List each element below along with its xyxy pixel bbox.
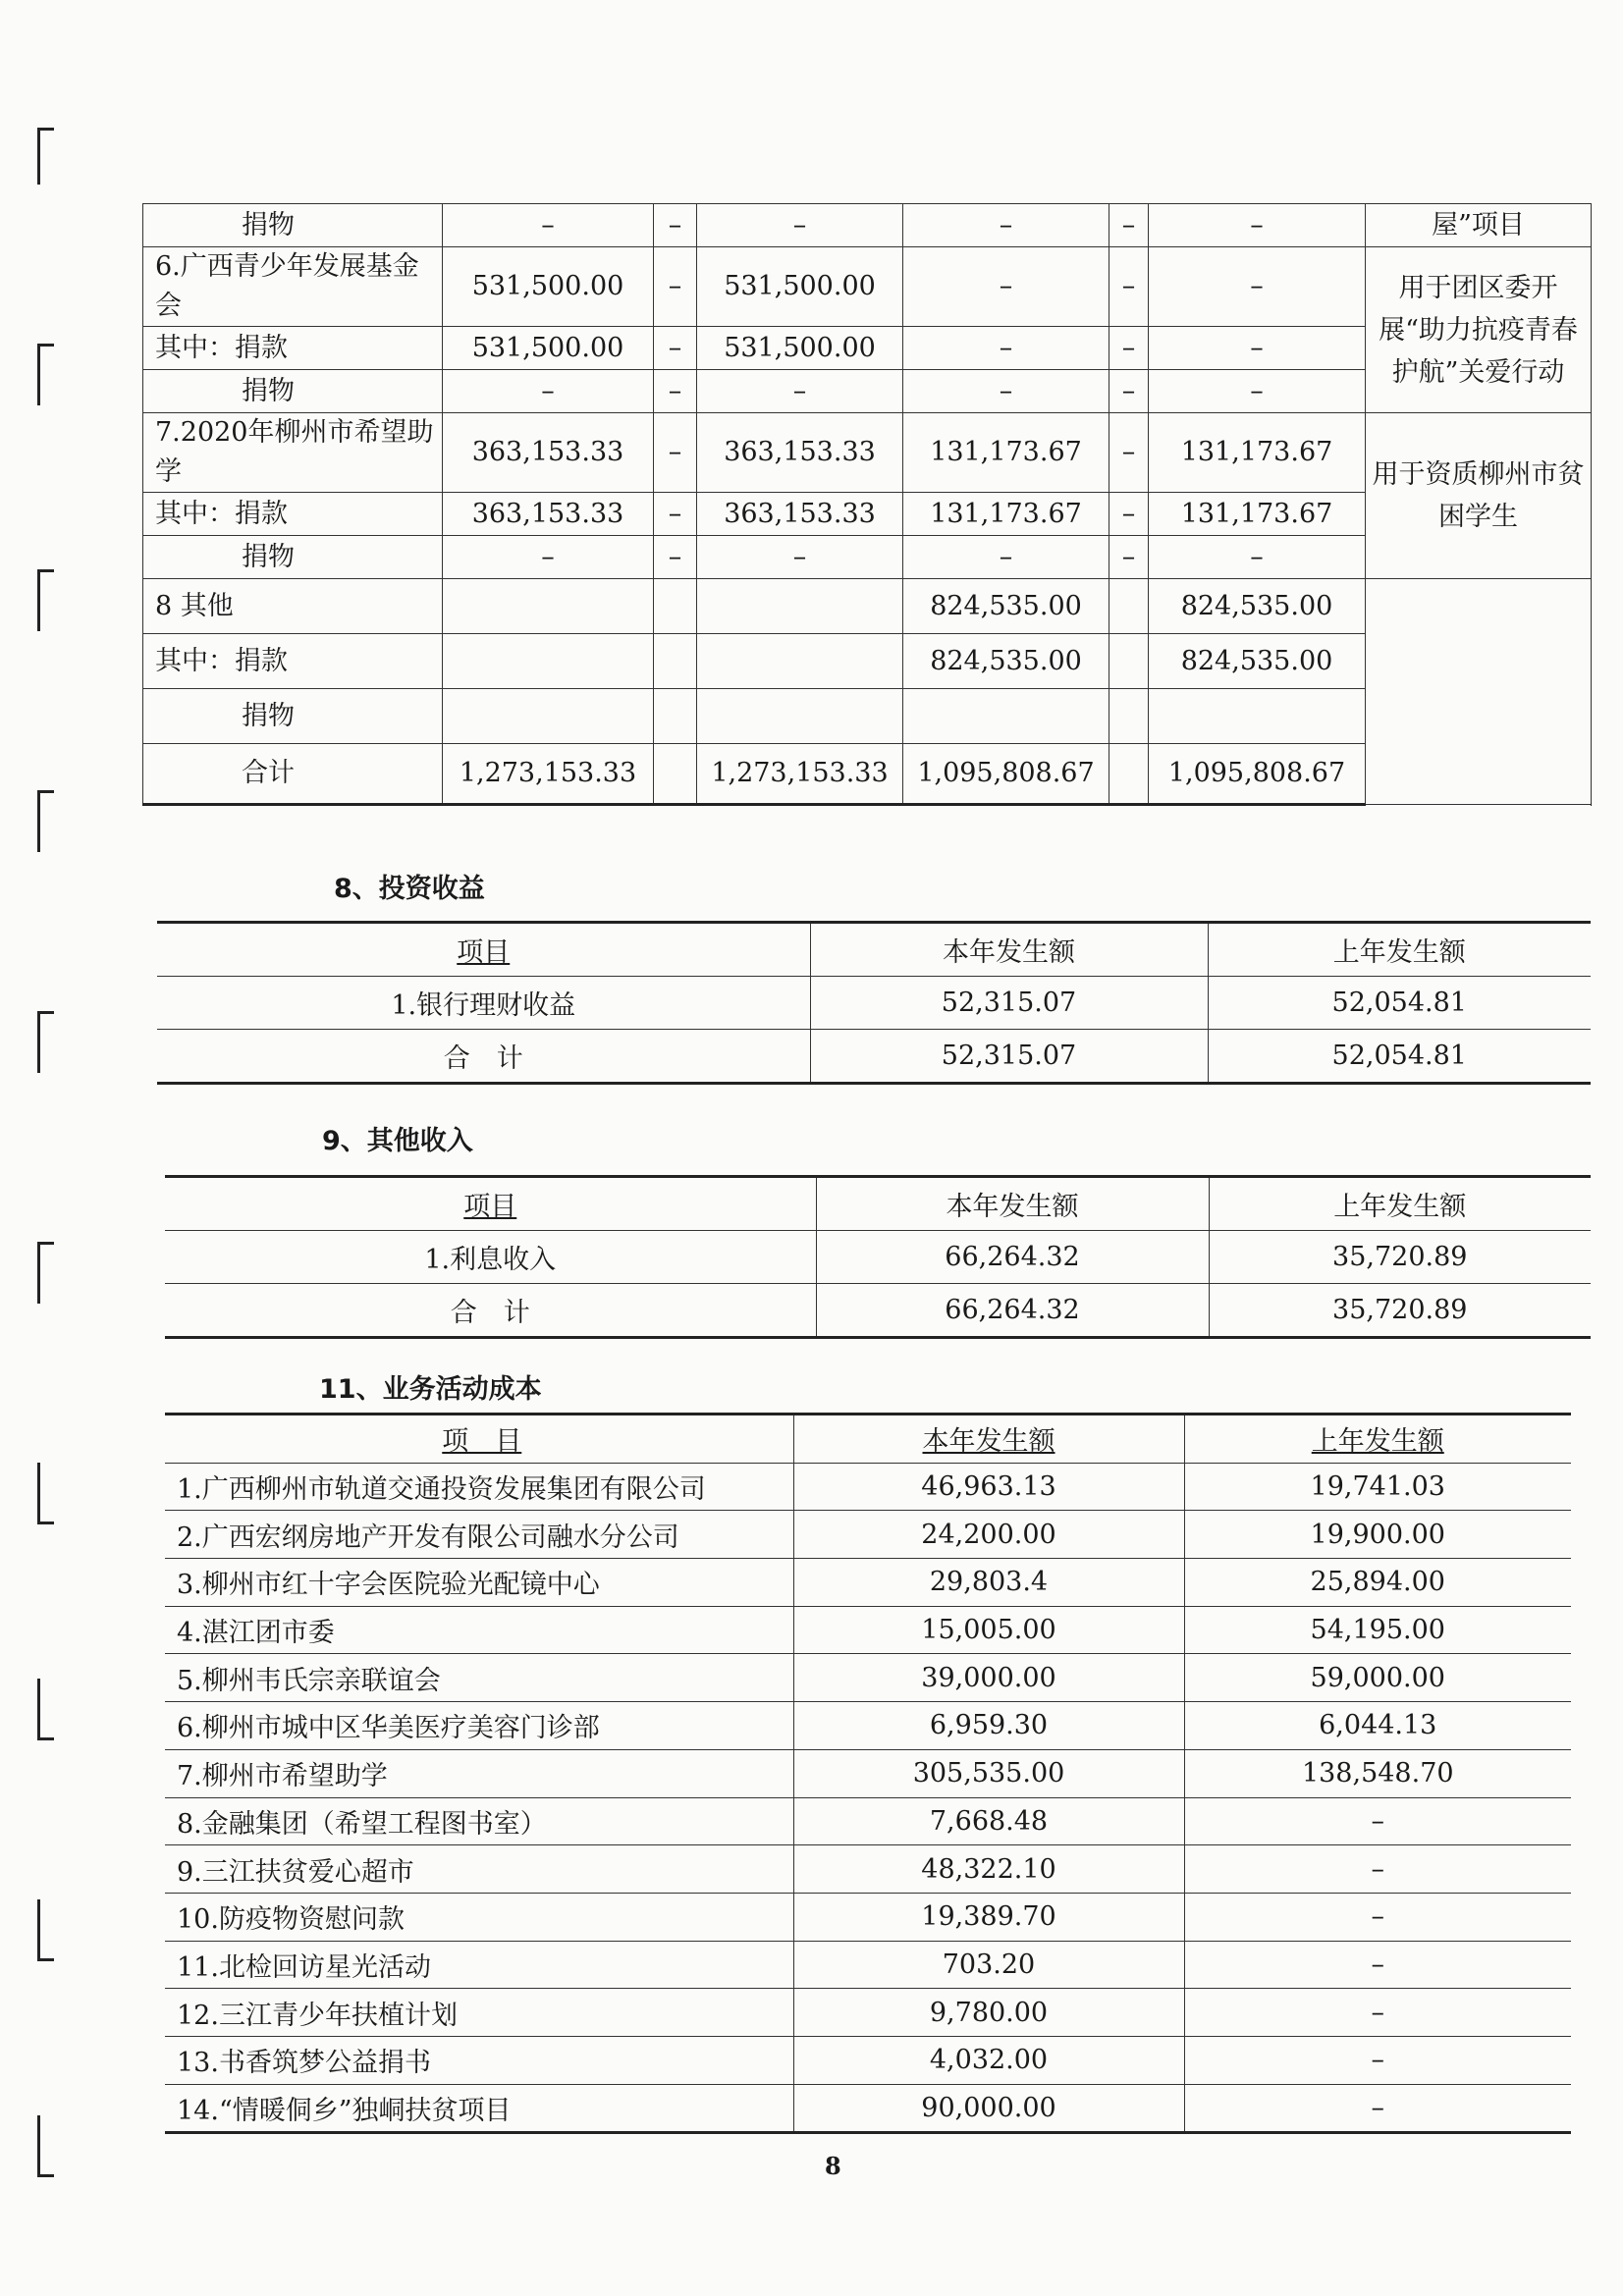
table-row [165, 1463, 1571, 1511]
binder-mark [37, 128, 54, 185]
row-label: 捐物 [143, 536, 443, 579]
binder-mark [37, 569, 54, 631]
cell-value [443, 689, 654, 744]
cell-value: – [654, 204, 697, 247]
cell-value: 66,264.32 [816, 1231, 1209, 1284]
cell-value: 1.银行理财收益 [157, 977, 810, 1030]
cell-value: – [1149, 536, 1366, 579]
cell-value: – [654, 370, 697, 413]
cell-value: 15,005.00 [793, 1606, 1184, 1654]
table-row [165, 1797, 1571, 1845]
cell-value: 54,195.00 [1184, 1606, 1571, 1654]
cell-value: 363,153.33 [697, 493, 903, 536]
table-row [165, 2084, 1571, 2133]
cell-value: 6.柳州市城中区华美医疗美容门诊部 [165, 1702, 793, 1750]
investment-title: 8、投资收益 [334, 874, 485, 904]
row-label: 其中：捐款 [143, 327, 443, 370]
table-row [165, 1941, 1571, 1989]
binder-mark [37, 790, 54, 852]
binder-mark [37, 344, 54, 405]
cell-value: – [1109, 204, 1149, 247]
cell-value: 824,535.00 [1149, 579, 1366, 634]
cell-value: 19,741.03 [1184, 1463, 1571, 1511]
table-row [165, 1231, 1591, 1284]
table-row [157, 977, 1591, 1030]
binder-mark [37, 2115, 54, 2177]
cell-value: 10.防疫物资慰问款 [165, 1893, 793, 1941]
cell-value: 24,200.00 [793, 1511, 1184, 1559]
cell-value: – [903, 536, 1109, 579]
cell-value: – [1184, 1845, 1571, 1894]
cell-value: 9.三江扶贫爱心超市 [165, 1845, 793, 1894]
column-header: 上年发生额 [1208, 923, 1591, 977]
cell-value [697, 689, 903, 744]
table-row [165, 1893, 1571, 1941]
cell-value: – [654, 247, 697, 327]
table-row [165, 1989, 1571, 2037]
page-number: 8 [825, 2152, 841, 2180]
cell-value: 19,900.00 [1184, 1511, 1571, 1559]
cell-value: 1,095,808.67 [1149, 744, 1366, 805]
table-row [165, 1606, 1571, 1654]
row-label: 其中：捐款 [143, 634, 443, 689]
table-row [165, 1749, 1571, 1797]
cell-value: – [654, 327, 697, 370]
cell-value: 52,315.07 [810, 1030, 1208, 1084]
cell-value: – [1184, 1797, 1571, 1845]
table-row [165, 1702, 1571, 1750]
cell-value: 2.广西宏纲房地产开发有限公司融水分公司 [165, 1511, 793, 1559]
cell-value: 131,173.67 [903, 493, 1109, 536]
cell-value: 1.广西柳州市轨道交通投资发展集团有限公司 [165, 1463, 793, 1511]
table-row [143, 579, 1592, 634]
cell-value [443, 634, 654, 689]
cell-value: – [1149, 204, 1366, 247]
cell-value: – [1149, 247, 1366, 327]
cell-value: 合 计 [157, 1030, 810, 1084]
column-header: 项目 [157, 923, 810, 977]
cost-table [165, 1413, 1571, 2134]
cell-value: 90,000.00 [793, 2084, 1184, 2133]
header-row [165, 1415, 1571, 1464]
cell-value: – [1184, 2084, 1571, 2133]
cell-value: 14.“情暖侗乡”独峒扶贫项目 [165, 2084, 793, 2133]
table-row [143, 413, 1592, 493]
cell-value: 1,095,808.67 [903, 744, 1109, 805]
cell-value: – [1184, 1989, 1571, 2037]
cell-value: 131,173.67 [1149, 493, 1366, 536]
row-label: 捐物 [143, 689, 443, 744]
cell-value: 3.柳州市红十字会医院验光配镜中心 [165, 1559, 793, 1607]
column-header: 本年发生额 [816, 1177, 1209, 1231]
cell-value: – [1109, 370, 1149, 413]
cell-value: 6,959.30 [793, 1702, 1184, 1750]
column-header: 本年发生额 [810, 923, 1208, 977]
cell-value [654, 744, 697, 805]
cell-value: 703.20 [793, 1941, 1184, 1989]
cell-value: 48,322.10 [793, 1845, 1184, 1894]
cell-value: 13.书香筑梦公益捐书 [165, 2036, 793, 2084]
cell-value: 19,389.70 [793, 1893, 1184, 1941]
cell-value: 46,963.13 [793, 1463, 1184, 1511]
cell-value: 8.金融集团（希望工程图书室） [165, 1797, 793, 1845]
row-label: 其中：捐款 [143, 493, 443, 536]
cell-value [654, 689, 697, 744]
cell-value: 305,535.00 [793, 1749, 1184, 1797]
cell-value: 1,273,153.33 [697, 744, 903, 805]
row-label: 7.2020年柳州市希望助学 [143, 413, 443, 493]
header-row [165, 1177, 1591, 1231]
cell-value: 824,535.00 [903, 634, 1109, 689]
cell-value [1109, 744, 1149, 805]
cell-value: 12.三江青少年扶植计划 [165, 1989, 793, 2037]
cell-value: – [697, 370, 903, 413]
cell-value: – [903, 327, 1109, 370]
cell-value [654, 579, 697, 634]
cell-value: – [1109, 247, 1149, 327]
column-header: 项目 [165, 1177, 816, 1231]
cell-value [1109, 689, 1149, 744]
cell-value: 9,780.00 [793, 1989, 1184, 2037]
binder-mark [37, 1679, 54, 1740]
cell-value: 131,173.67 [1149, 413, 1366, 493]
cell-value: 59,000.00 [1184, 1654, 1571, 1702]
cell-value: 363,153.33 [443, 493, 654, 536]
cell-value: 25,894.00 [1184, 1559, 1571, 1607]
column-header: 上年发生额 [1184, 1415, 1571, 1464]
note-cell [1366, 579, 1592, 805]
cell-value: 4.湛江团市委 [165, 1606, 793, 1654]
cell-value: 7,668.48 [793, 1797, 1184, 1845]
cell-value: 531,500.00 [443, 327, 654, 370]
cell-value [1149, 689, 1366, 744]
cell-value [697, 579, 903, 634]
investment-table [157, 921, 1591, 1085]
cell-value [903, 689, 1109, 744]
table-row [165, 1284, 1591, 1338]
cell-value: 35,720.89 [1209, 1231, 1591, 1284]
cost-title: 11、业务活动成本 [319, 1374, 542, 1405]
cell-value: 29,803.4 [793, 1559, 1184, 1607]
cell-value: – [1149, 370, 1366, 413]
cell-value: 6,044.13 [1184, 1702, 1571, 1750]
cell-value [1109, 579, 1149, 634]
cell-value: – [903, 204, 1109, 247]
note-cell: 用于团区委开展“助力抗疫青春护航”关爱行动 [1366, 247, 1592, 413]
column-header: 项 目 [165, 1415, 793, 1464]
cell-value: – [1184, 1941, 1571, 1989]
cell-value: – [654, 536, 697, 579]
column-header: 本年发生额 [793, 1415, 1184, 1464]
cell-value: – [654, 493, 697, 536]
cell-value: 531,500.00 [697, 247, 903, 327]
table-row [143, 247, 1592, 327]
cell-value: 824,535.00 [1149, 634, 1366, 689]
cell-value: – [1109, 327, 1149, 370]
binder-mark [37, 1242, 54, 1304]
cell-value: 5.柳州韦氏宗亲联谊会 [165, 1654, 793, 1702]
note-cell: 用于资质柳州市贫困学生 [1366, 413, 1592, 579]
cell-value: 7.柳州市希望助学 [165, 1749, 793, 1797]
cell-value: – [697, 204, 903, 247]
cell-value: 531,500.00 [697, 327, 903, 370]
other-income-title: 9、其他收入 [322, 1126, 473, 1156]
row-label: 合计 [143, 744, 443, 805]
column-header: 上年发生额 [1209, 1177, 1591, 1231]
table-row [165, 2036, 1571, 2084]
table-row [165, 1845, 1571, 1894]
cell-value: 531,500.00 [443, 247, 654, 327]
cell-value: 52,054.81 [1208, 977, 1591, 1030]
cell-value: 66,264.32 [816, 1284, 1209, 1338]
cell-value: – [903, 370, 1109, 413]
cell-value: 131,173.67 [903, 413, 1109, 493]
table-row [165, 1511, 1571, 1559]
cell-value: 138,548.70 [1184, 1749, 1571, 1797]
cell-value: 1,273,153.33 [443, 744, 654, 805]
table-row [165, 1559, 1571, 1607]
other-income-table [165, 1175, 1591, 1339]
cell-value: 35,720.89 [1209, 1284, 1591, 1338]
cell-value: 合 计 [165, 1284, 816, 1338]
table-row [165, 1654, 1571, 1702]
cell-value: 363,153.33 [697, 413, 903, 493]
table-row [143, 204, 1592, 247]
cell-value: 52,315.07 [810, 977, 1208, 1030]
cell-value: 1.利息收入 [165, 1231, 816, 1284]
row-label: 捐物 [143, 204, 443, 247]
cell-value [443, 579, 654, 634]
row-label: 8 其他 [143, 579, 443, 634]
cell-value: – [443, 370, 654, 413]
row-label: 捐物 [143, 370, 443, 413]
cell-value: – [1109, 413, 1149, 493]
cell-value [654, 634, 697, 689]
cell-value: – [1109, 493, 1149, 536]
cell-value: – [1109, 536, 1149, 579]
binder-mark [37, 1463, 54, 1524]
binder-mark [37, 1011, 54, 1073]
cell-value [1109, 634, 1149, 689]
cell-value: 11.北检回访星光活动 [165, 1941, 793, 1989]
cell-value: – [1184, 2036, 1571, 2084]
cell-value [697, 634, 903, 689]
cell-value: – [443, 536, 654, 579]
note-cell: 屋”项目 [1366, 204, 1592, 247]
row-label: 6.广西青少年发展基金会 [143, 247, 443, 327]
donation-table [142, 203, 1592, 806]
cell-value: – [443, 204, 654, 247]
cell-value: – [1149, 327, 1366, 370]
cell-value: 4,032.00 [793, 2036, 1184, 2084]
cell-value: 39,000.00 [793, 1654, 1184, 1702]
table-row [157, 1030, 1591, 1084]
header-row [157, 923, 1591, 977]
cell-value: 363,153.33 [443, 413, 654, 493]
cell-value: – [697, 536, 903, 579]
cell-value: – [1184, 1893, 1571, 1941]
cell-value: 824,535.00 [903, 579, 1109, 634]
cell-value: 52,054.81 [1208, 1030, 1591, 1084]
cell-value: – [903, 247, 1109, 327]
cell-value: – [654, 413, 697, 493]
binder-mark [37, 1899, 54, 1961]
